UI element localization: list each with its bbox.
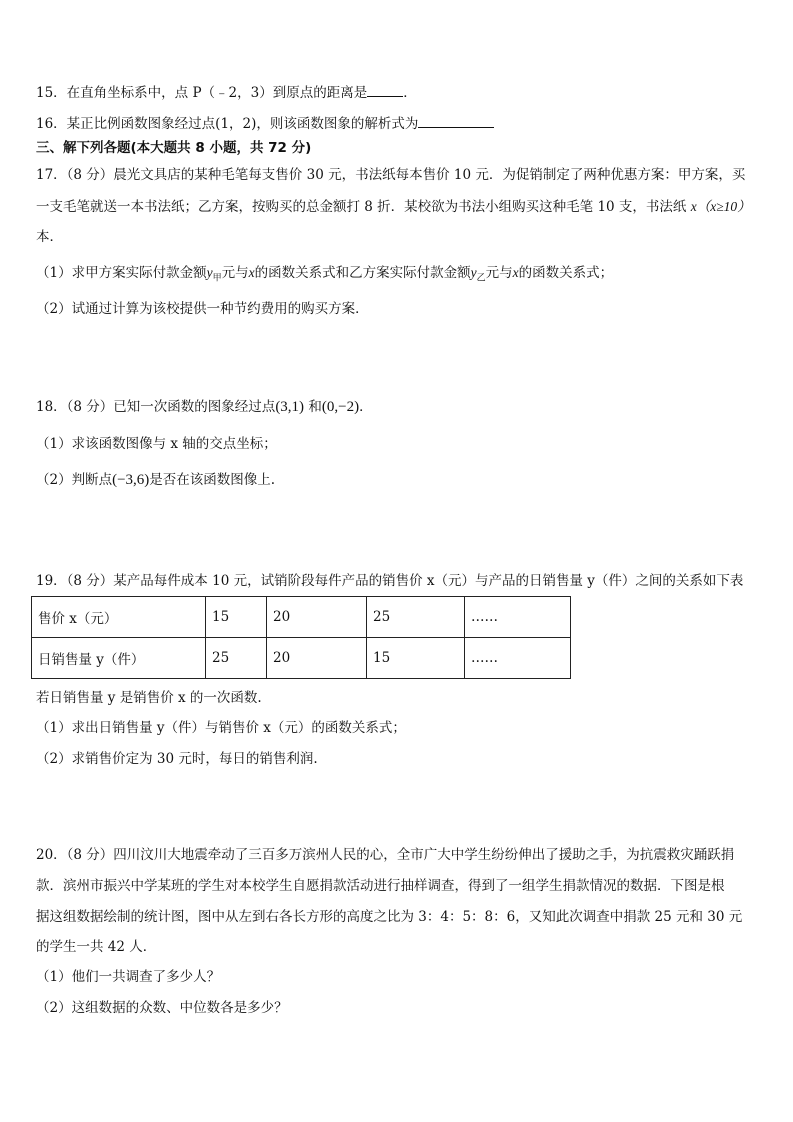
q17-line-2 — [36, 197, 751, 217]
q18-end: ． — [359, 399, 373, 415]
answer-blank — [418, 113, 494, 128]
table-row — [32, 597, 571, 638]
q20-line-4: 的学生一共 42 人． — [36, 939, 157, 955]
question-15 — [36, 82, 417, 103]
q15-end: ． — [403, 85, 417, 101]
y-sub-yi: 乙 — [476, 273, 486, 284]
q20-line-2: 款．滨州市振兴中学某班的学生对本校学生自愿捐款活动进行抽样调查，得到了一组学生捐款情况的数据．下图是根 — [36, 878, 725, 894]
point-1: (3,1) — [275, 399, 305, 415]
section-title: 三、解下列各题(本大题共 8 小题，共 72 分) — [36, 140, 312, 156]
answer-blank — [367, 82, 403, 97]
x-symbol: x — [512, 265, 519, 280]
question-16 — [36, 113, 494, 134]
q19-line-1: 19．（8 分）某产品每件成本 10 元，试销阶段每件产品的销售价 x（元）与产品的日销售量 y（件）之间的关系如下表 — [36, 573, 744, 589]
q15-text: 15．在直角坐标系中，点 P（﹣2，3）到原点的距离是 — [36, 85, 368, 101]
q17-sub-1 — [36, 263, 613, 289]
q19-sub-1: （1）求出日销售量 y（件）与销售价 x（元）的函数关系式； — [36, 720, 406, 736]
q20-sub-1: （1）他们一共调查了多少人？ — [36, 969, 221, 985]
q18-sub-2-b: 是否在该函数图像上. — [149, 472, 276, 488]
y-symbol: y — [206, 265, 213, 280]
q18-sub-2 — [36, 470, 275, 490]
q17-sub-2: （2）试通过计算为该校提供一种节约费用的购买方案． — [36, 301, 369, 317]
q20-line-3: 据这组数据绘制的统计图，图中从左到右各长方形的高度之比为 3：4：5：8：6，又知此次调查中捐款 25 元和 30 元 — [36, 909, 743, 925]
q17-sub-1-c: 的函数关系式和乙方案实际付款金额 — [254, 265, 471, 281]
q17-sub-1-a: （1）求甲方案实际付款金额 — [36, 265, 207, 281]
q20-line-1: 20．（8 分）四川汶川大地震牵动了三百多万滨州人民的心，全市广大中学生纷纷伸出了援助之手，为抗震救灾踊跃捐 — [36, 847, 735, 863]
y-symbol: y — [470, 265, 477, 280]
point-2: (0,−2) — [321, 399, 360, 415]
table-cell: 25 — [367, 597, 465, 638]
table-cell: 售价 x（元） — [32, 597, 206, 638]
q18-and: 和 — [308, 399, 322, 415]
q18-sub-2-a: （2）判断点 — [36, 472, 113, 488]
x-symbol: x — [248, 265, 255, 280]
q19-sub-2: （2）求销售价定为 30 元时，每日的销售利润. — [36, 751, 318, 767]
q16-text: 16．某正比例函数图象经过点(1，2)，则该函数图象的解析式为 — [36, 116, 419, 132]
q20-sub-2: （2）这组数据的众数、中位数各是多少？ — [36, 1000, 288, 1016]
q18-line-1 — [36, 397, 373, 417]
q17-line-2-text: 一支毛笔就送一本书法纸；乙方案，按购买的总金额打 8 折．某校欲为书法小组购买这种毛笔 10 支，书法纸 — [36, 199, 687, 215]
table-cell: 15 — [206, 597, 267, 638]
q17-sub-1-d: 元与 — [485, 265, 513, 281]
q17-line-2-math: x（x≥10） — [690, 199, 751, 214]
q18-text: 18．（8 分）已知一次函数的图象经过点 — [36, 399, 276, 415]
table-cell: 20 — [267, 597, 367, 638]
q17-sub-1-b: 元与 — [221, 265, 249, 281]
q19-after-table: 若日销售量 y 是销售价 x 的一次函数. — [36, 690, 262, 706]
price-sales-table — [31, 596, 571, 679]
q17-line-3: 本． — [36, 229, 63, 245]
table-cell: 25 — [206, 638, 267, 679]
point-3: (−3,6) — [112, 472, 150, 488]
q17-line-1: 17．（8 分）晨光文具店的某种毛笔每支售价 30 元，书法纸每本售价 10 元．为促销制定了两种优惠方案：甲方案，买 — [36, 167, 746, 183]
q18-sub-1: （1）求该函数图像与 x 轴的交点坐标； — [36, 436, 277, 452]
y-sub-jia: 甲 — [212, 273, 222, 284]
table-cell: …… — [465, 597, 571, 638]
table-cell: 日销售量 y（件） — [32, 638, 206, 679]
table-cell: …… — [465, 638, 571, 679]
q17-sub-1-e: 的函数关系式； — [518, 265, 614, 281]
table-row — [32, 638, 571, 679]
table-cell: 20 — [267, 638, 367, 679]
table-cell: 15 — [367, 638, 465, 679]
